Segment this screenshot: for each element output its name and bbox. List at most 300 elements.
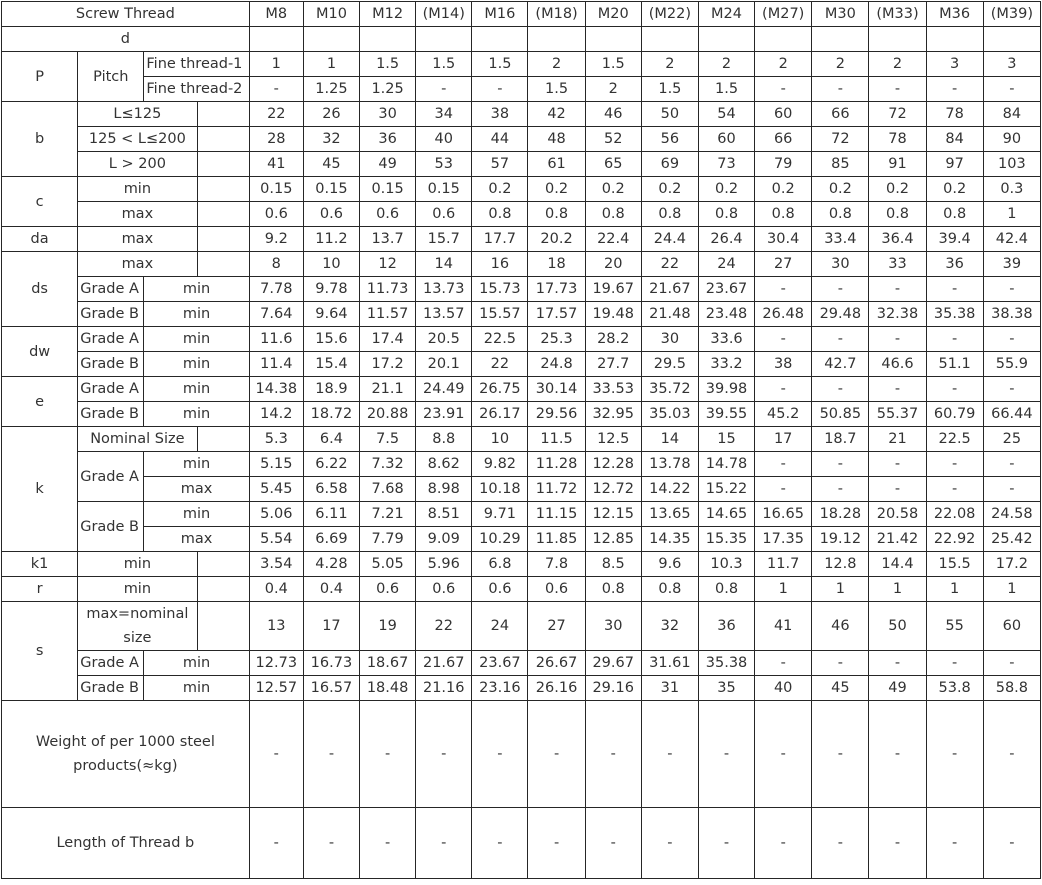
screw-thread-spec-table (1, 1, 1041, 879)
fine-thread-2-label: Fine thread-2 (144, 77, 249, 102)
value-cell: 0.4 (303, 577, 359, 602)
value-cell: 9.64 (303, 302, 359, 327)
fine-thread-1-label: Fine thread-1 (144, 52, 249, 77)
value-cell: 24.49 (416, 377, 472, 402)
value-cell: 11.85 (528, 527, 585, 552)
value-cell: 21.1 (360, 377, 416, 402)
value-cell: 7.21 (360, 502, 416, 527)
value-cell: - (641, 701, 698, 808)
value-cell: 23.48 (698, 302, 754, 327)
value-cell: 15 (698, 427, 754, 452)
value-cell: 14.38 (249, 377, 303, 402)
table-row (2, 77, 1041, 102)
value-cell: 1.25 (303, 77, 359, 102)
value-cell: 72 (869, 102, 926, 127)
length-range-label: L > 200 (78, 152, 197, 177)
value-cell: 38 (755, 352, 812, 377)
length-range-label: L≤125 (78, 102, 197, 127)
value-cell: 51.1 (926, 352, 983, 377)
value-cell: 48 (528, 127, 585, 152)
value-cell: 91 (869, 152, 926, 177)
value-cell: 15.5 (926, 552, 983, 577)
value-cell: 28 (249, 127, 303, 152)
value-cell (812, 27, 869, 52)
value-cell: 12.57 (249, 676, 303, 701)
grade-a-label: Grade A (78, 377, 144, 402)
value-cell: - (249, 808, 303, 879)
value-cell: - (416, 808, 472, 879)
value-cell: 0.8 (641, 202, 698, 227)
value-cell: 40 (755, 676, 812, 701)
value-cell: 85 (812, 152, 869, 177)
size-cell: M10 (303, 2, 359, 27)
value-cell: - (983, 452, 1040, 477)
value-cell: 12.28 (585, 452, 641, 477)
value-cell: 11.2 (303, 227, 359, 252)
value-cell: 8.8 (416, 427, 472, 452)
value-cell: - (585, 701, 641, 808)
value-cell: 13.65 (641, 502, 698, 527)
value-cell: 14.35 (641, 527, 698, 552)
value-cell: 14.78 (698, 452, 754, 477)
value-cell: 31 (641, 676, 698, 701)
value-cell: 33.2 (698, 352, 754, 377)
min-label: min (78, 552, 197, 577)
value-cell: - (303, 701, 359, 808)
value-cell: - (983, 327, 1040, 352)
value-cell: - (698, 701, 754, 808)
value-cell: 2 (698, 52, 754, 77)
value-cell: 7.78 (249, 277, 303, 302)
value-cell: 42.4 (983, 227, 1040, 252)
value-cell: 27 (755, 252, 812, 277)
value-cell: 9.78 (303, 277, 359, 302)
value-cell: 0.8 (528, 202, 585, 227)
value-cell: 12.5 (585, 427, 641, 452)
value-cell: 1.5 (528, 77, 585, 102)
value-cell: - (983, 477, 1040, 502)
value-cell: 49 (360, 152, 416, 177)
value-cell: 18.9 (303, 377, 359, 402)
length-range-label: 125 < L≤200 (78, 127, 197, 152)
value-cell: 5.54 (249, 527, 303, 552)
value-cell: 2 (641, 52, 698, 77)
value-cell: - (585, 808, 641, 879)
value-cell: 0.15 (416, 177, 472, 202)
value-cell: 23.91 (416, 402, 472, 427)
value-cell: 15.22 (698, 477, 754, 502)
value-cell: - (812, 277, 869, 302)
value-cell: 9.6 (641, 552, 698, 577)
value-cell (585, 27, 641, 52)
value-cell: - (249, 77, 303, 102)
value-cell: 9.09 (416, 527, 472, 552)
size-cell: (M22) (641, 2, 698, 27)
table-row (2, 102, 1041, 127)
value-cell: 26.16 (528, 676, 585, 701)
value-cell: 55.9 (983, 352, 1040, 377)
value-cell: 32 (303, 127, 359, 152)
min-label: min (144, 676, 249, 701)
value-cell: - (983, 701, 1040, 808)
value-cell: 5.05 (360, 552, 416, 577)
value-cell: 9.2 (249, 227, 303, 252)
value-cell: 5.3 (249, 427, 303, 452)
size-cell: (M27) (755, 2, 812, 27)
value-cell: 25.42 (983, 527, 1040, 552)
table-row (2, 502, 1041, 527)
value-cell (416, 27, 472, 52)
value-cell: 11.57 (360, 302, 416, 327)
value-cell: - (926, 701, 983, 808)
value-cell: 20 (585, 252, 641, 277)
value-cell: 14.65 (698, 502, 754, 527)
max-label: max (78, 227, 197, 252)
table-row (2, 651, 1041, 676)
table-row (2, 427, 1041, 452)
value-cell: - (812, 477, 869, 502)
value-cell: - (472, 701, 528, 808)
grade-b-label: Grade B (78, 402, 144, 427)
value-cell: 7.68 (360, 477, 416, 502)
value-cell: 52 (585, 127, 641, 152)
value-cell: 9.82 (472, 452, 528, 477)
max-label: max (78, 252, 197, 277)
value-cell: 17 (303, 602, 359, 651)
value-cell (249, 27, 303, 52)
value-cell: 78 (926, 102, 983, 127)
value-cell: 45 (812, 676, 869, 701)
value-cell: 0.8 (698, 202, 754, 227)
value-cell: 14.22 (641, 477, 698, 502)
value-cell: 23.67 (698, 277, 754, 302)
value-cell: 0.8 (585, 577, 641, 602)
value-cell: 17.2 (360, 352, 416, 377)
value-cell: 1 (249, 52, 303, 77)
value-cell: 58.8 (983, 676, 1040, 701)
value-cell: - (926, 477, 983, 502)
table-row (2, 277, 1041, 302)
row-label-e: e (2, 377, 78, 427)
value-cell: 17.2 (983, 552, 1040, 577)
value-cell: 32 (641, 602, 698, 651)
value-cell: - (869, 808, 926, 879)
value-cell: - (869, 651, 926, 676)
value-cell: 14.4 (869, 552, 926, 577)
value-cell: 41 (755, 602, 812, 651)
value-cell: 28.2 (585, 327, 641, 352)
value-cell: 13.7 (360, 227, 416, 252)
value-cell: 60.79 (926, 402, 983, 427)
value-cell: 0.8 (585, 202, 641, 227)
value-cell: 8.98 (416, 477, 472, 502)
value-cell: 16 (472, 252, 528, 277)
value-cell: 10 (472, 427, 528, 452)
value-cell: - (812, 377, 869, 402)
row-label-c: c (2, 177, 78, 227)
value-cell: 29.16 (585, 676, 641, 701)
value-cell: - (472, 808, 528, 879)
value-cell: 26.17 (472, 402, 528, 427)
value-cell: 0.2 (755, 177, 812, 202)
value-cell (360, 27, 416, 52)
value-cell: - (416, 77, 472, 102)
value-cell: - (755, 377, 812, 402)
value-cell: 78 (869, 127, 926, 152)
table-row (2, 302, 1041, 327)
min-label: min (144, 352, 249, 377)
value-cell: 17.73 (528, 277, 585, 302)
value-cell: 79 (755, 152, 812, 177)
value-cell: 1.5 (360, 52, 416, 77)
value-cell: 56 (641, 127, 698, 152)
value-cell: 0.2 (472, 177, 528, 202)
size-cell: (M33) (869, 2, 926, 27)
value-cell (303, 27, 359, 52)
length-of-thread-label: Length of Thread b (2, 808, 250, 879)
value-cell: 46 (585, 102, 641, 127)
value-cell: 90 (983, 127, 1040, 152)
value-cell: 0.8 (926, 202, 983, 227)
value-cell: 5.06 (249, 502, 303, 527)
value-cell: 0.3 (983, 177, 1040, 202)
value-cell: 0.2 (641, 177, 698, 202)
value-cell: 1 (983, 202, 1040, 227)
size-cell: M30 (812, 2, 869, 27)
value-cell: 30 (641, 327, 698, 352)
nominal-size-label: Nominal Size (78, 427, 197, 452)
value-cell: 7.5 (360, 427, 416, 452)
value-cell: 3 (926, 52, 983, 77)
value-cell: 44 (472, 127, 528, 152)
value-cell: 35.03 (641, 402, 698, 427)
table-row (2, 402, 1041, 427)
value-cell: 1.5 (416, 52, 472, 77)
value-cell: 84 (983, 102, 1040, 127)
grade-b-label: Grade B (78, 676, 144, 701)
value-cell: 9.71 (472, 502, 528, 527)
row-label-p: P (2, 52, 78, 102)
value-cell: 35 (698, 676, 754, 701)
value-cell: - (755, 477, 812, 502)
value-cell: - (983, 77, 1040, 102)
value-cell: - (926, 327, 983, 352)
grade-b-label: Grade B (78, 502, 144, 552)
value-cell: 5.45 (249, 477, 303, 502)
value-cell: 60 (983, 602, 1040, 651)
value-cell: 45.2 (755, 402, 812, 427)
value-cell: - (926, 77, 983, 102)
row-label-k: k (2, 427, 78, 552)
value-cell: 20.2 (528, 227, 585, 252)
value-cell: 15.35 (698, 527, 754, 552)
value-cell: 30.14 (528, 377, 585, 402)
row-label-k1: k1 (2, 552, 78, 577)
value-cell: 30 (812, 252, 869, 277)
size-cell: M36 (926, 2, 983, 27)
value-cell: - (641, 808, 698, 879)
table-row (2, 552, 1041, 577)
value-cell: 6.22 (303, 452, 359, 477)
value-cell: 30.4 (755, 227, 812, 252)
value-cell: 0.8 (641, 577, 698, 602)
value-cell: - (755, 277, 812, 302)
min-label: min (144, 277, 249, 302)
table-row (2, 52, 1041, 77)
value-cell: 8 (249, 252, 303, 277)
value-cell: 66 (812, 102, 869, 127)
value-cell: 0.15 (303, 177, 359, 202)
value-cell: 33.4 (812, 227, 869, 252)
value-cell: 17.35 (755, 527, 812, 552)
value-cell (983, 27, 1040, 52)
value-cell: 11.6 (249, 327, 303, 352)
value-cell: 25 (983, 427, 1040, 452)
value-cell: 39.55 (698, 402, 754, 427)
table-row (2, 477, 1041, 502)
grade-a-label: Grade A (78, 452, 144, 502)
value-cell: 36.4 (869, 227, 926, 252)
value-cell: - (869, 452, 926, 477)
value-cell: 21.48 (641, 302, 698, 327)
value-cell: 15.6 (303, 327, 359, 352)
min-label: min (144, 302, 249, 327)
value-cell: 38 (472, 102, 528, 127)
value-cell: 33.6 (698, 327, 754, 352)
value-cell: 6.69 (303, 527, 359, 552)
value-cell: 19.67 (585, 277, 641, 302)
value-cell: 0.8 (698, 577, 754, 602)
table-row (2, 327, 1041, 352)
value-cell: 6.58 (303, 477, 359, 502)
value-cell: - (926, 277, 983, 302)
value-cell: 1.5 (641, 77, 698, 102)
pitch-label: Pitch (78, 52, 144, 102)
value-cell (472, 27, 528, 52)
value-cell: 29.56 (528, 402, 585, 427)
value-cell: 6.8 (472, 552, 528, 577)
value-cell: 20.88 (360, 402, 416, 427)
weight-label: Weight of per 1000 steel products(≈kg) (2, 701, 250, 808)
value-cell: 5.96 (416, 552, 472, 577)
value-cell: 22.92 (926, 527, 983, 552)
value-cell: 30 (585, 602, 641, 651)
value-cell: - (755, 327, 812, 352)
value-cell: 0.2 (812, 177, 869, 202)
value-cell: 24.8 (528, 352, 585, 377)
table-row (2, 177, 1041, 202)
row-label-d: d (2, 27, 250, 52)
value-cell: 0.8 (869, 202, 926, 227)
value-cell: 54 (698, 102, 754, 127)
value-cell: 11.5 (528, 427, 585, 452)
value-cell: 15.4 (303, 352, 359, 377)
value-cell: 26.75 (472, 377, 528, 402)
value-cell: 35.72 (641, 377, 698, 402)
value-cell: 21.16 (416, 676, 472, 701)
header-screw-thread: Screw Thread (2, 2, 250, 27)
value-cell: - (812, 651, 869, 676)
value-cell: 49 (869, 676, 926, 701)
value-cell: 22.5 (926, 427, 983, 452)
table-row (2, 701, 1041, 808)
value-cell: 53 (416, 152, 472, 177)
grade-a-label: Grade A (78, 651, 144, 676)
value-cell: 14 (416, 252, 472, 277)
value-cell: 26.4 (698, 227, 754, 252)
value-cell: 35.38 (698, 651, 754, 676)
value-cell: 0.6 (528, 577, 585, 602)
value-cell: 19.12 (812, 527, 869, 552)
value-cell: 24 (698, 252, 754, 277)
value-cell: 0.6 (472, 577, 528, 602)
value-cell: 24.4 (641, 227, 698, 252)
value-cell: 11.7 (755, 552, 812, 577)
value-cell: 26 (303, 102, 359, 127)
value-cell: 33 (869, 252, 926, 277)
value-cell (869, 27, 926, 52)
value-cell: 0.6 (416, 577, 472, 602)
value-cell: 26.48 (755, 302, 812, 327)
value-cell: 18 (528, 252, 585, 277)
size-cell: (M14) (416, 2, 472, 27)
value-cell (926, 27, 983, 52)
value-cell: 66.44 (983, 402, 1040, 427)
value-cell: 41 (249, 152, 303, 177)
value-cell: - (812, 452, 869, 477)
value-cell: 0.6 (249, 202, 303, 227)
value-cell: 36 (698, 602, 754, 651)
value-cell: 12.73 (249, 651, 303, 676)
value-cell: 15.7 (416, 227, 472, 252)
value-cell: 13 (249, 602, 303, 651)
value-cell: 30 (360, 102, 416, 127)
value-cell (641, 27, 698, 52)
value-cell: 0.2 (528, 177, 585, 202)
min-label: min (78, 577, 197, 602)
min-label: min (144, 327, 249, 352)
value-cell: 1.5 (585, 52, 641, 77)
value-cell: 73 (698, 152, 754, 177)
min-label: min (144, 377, 249, 402)
row-label-da: da (2, 227, 78, 252)
value-cell: - (755, 77, 812, 102)
table-row (2, 152, 1041, 177)
value-cell: - (983, 808, 1040, 879)
value-cell: 12.72 (585, 477, 641, 502)
min-label: min (144, 402, 249, 427)
value-cell: - (869, 701, 926, 808)
row-label-r: r (2, 577, 78, 602)
value-cell: - (983, 377, 1040, 402)
value-cell: 17.4 (360, 327, 416, 352)
value-cell: 25.3 (528, 327, 585, 352)
value-cell: 19.48 (585, 302, 641, 327)
value-cell: 11.15 (528, 502, 585, 527)
table-row (2, 808, 1041, 879)
max-label: max (144, 527, 249, 552)
value-cell: 21 (869, 427, 926, 452)
value-cell: 7.8 (528, 552, 585, 577)
row-label-s: s (2, 602, 78, 701)
table-row (2, 252, 1041, 277)
value-cell: - (812, 77, 869, 102)
value-cell: 1 (812, 577, 869, 602)
value-cell: - (812, 808, 869, 879)
value-cell: 50.85 (812, 402, 869, 427)
value-cell: 12.15 (585, 502, 641, 527)
value-cell: 40 (416, 127, 472, 152)
